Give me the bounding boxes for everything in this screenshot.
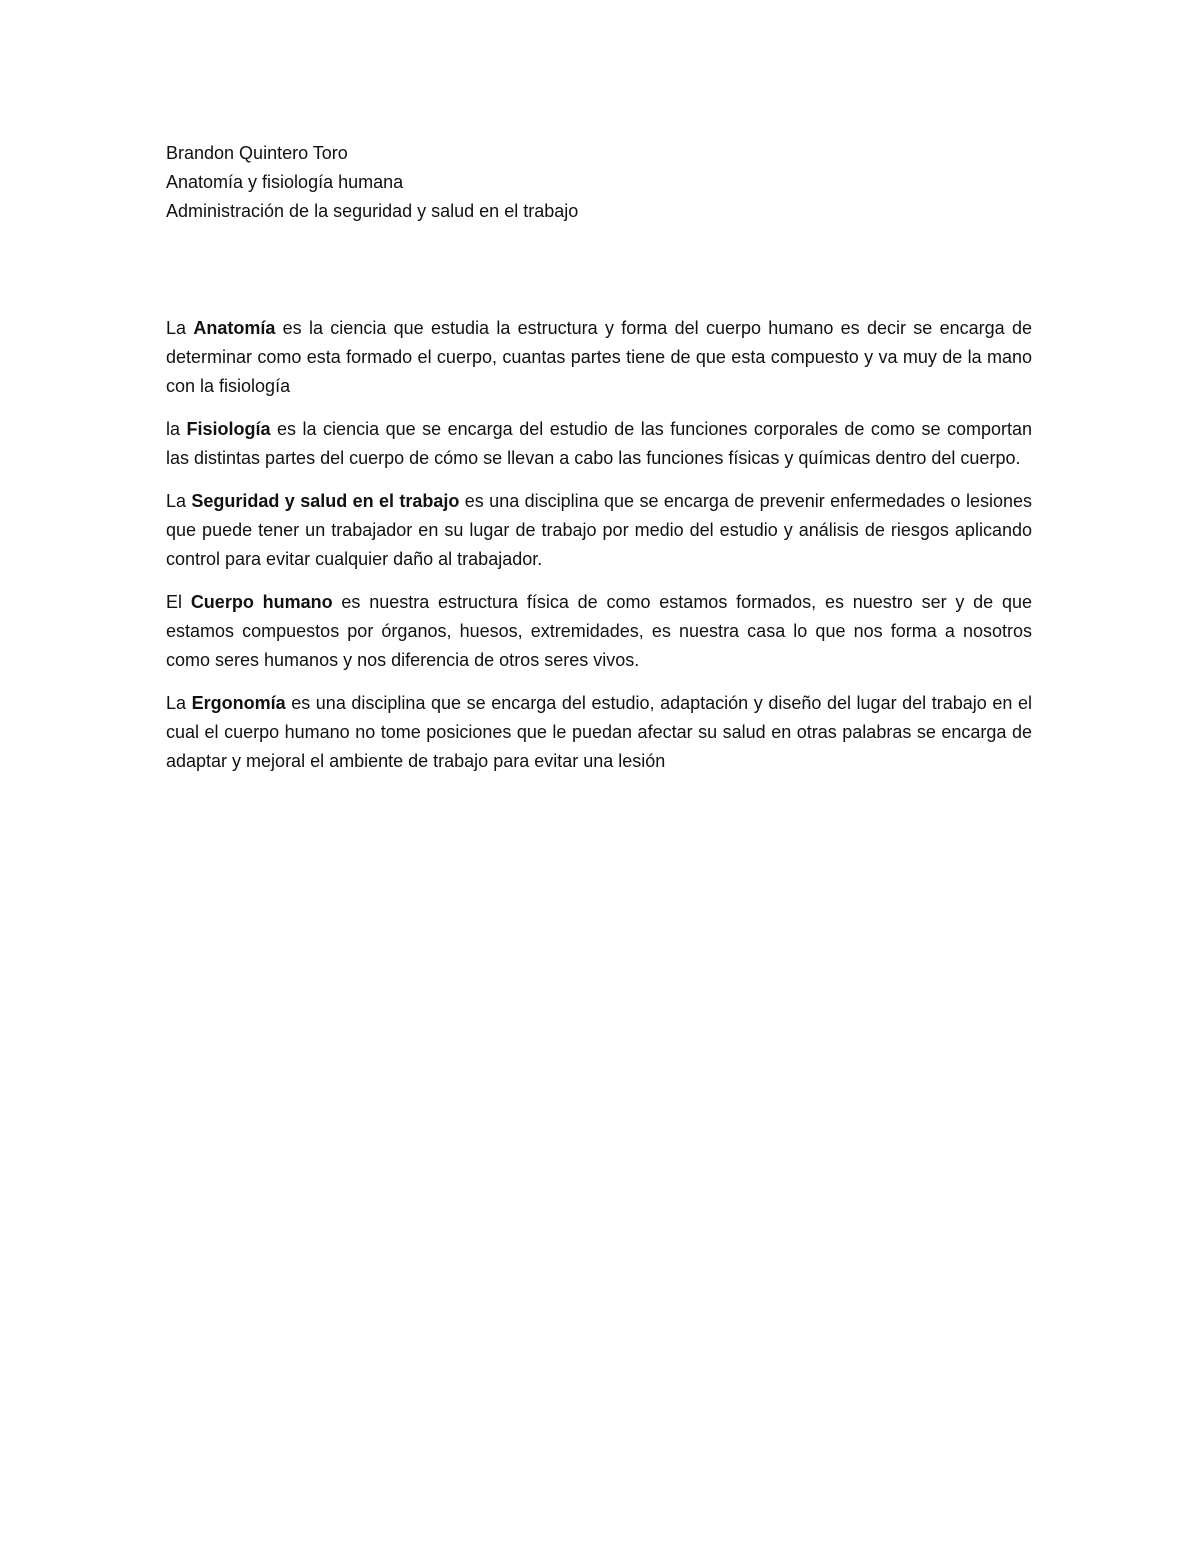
paragraph-lead: La — [166, 491, 192, 511]
document-header — [166, 139, 1032, 226]
paragraph-anatomia — [166, 314, 1032, 401]
paragraph-term: Cuerpo humano — [190, 592, 333, 612]
paragraph-text: es la ciencia que se encarga del estudio de las funciones corporales de como se comportan las distintas partes del cuerpo de cómo se llevan a cabo las funciones físicas y químicas dentro del cuerpo. — [166, 419, 1032, 468]
paragraph-lead: La — [166, 318, 194, 338]
paragraph-cuerpo-humano — [166, 588, 1032, 675]
paragraph-lead: El — [166, 592, 191, 612]
paragraph-term: Ergonomía — [191, 693, 286, 713]
author-name: Brandon Quintero Toro — [166, 143, 348, 163]
paragraph-lead: la — [166, 419, 187, 439]
paragraph-ergonomia — [166, 689, 1032, 776]
paragraph-term: Anatomía — [193, 318, 276, 338]
paragraph-fisiologia — [166, 415, 1032, 473]
paragraph-text: es nuestra estructura física de como estamos formados, es nuestro ser y de que estamos compuestos por órganos, huesos, extremidades, es nuestra casa lo que nos forma a nosotros como seres humanos y nos diferencia de otros seres vivos. — [166, 592, 1033, 670]
paragraph-text: es la ciencia que estudia la estructura y forma del cuerpo humano es decir se encarga de determinar como esta formado el cuerpo, cuantas partes tiene de que esta compuesto y va muy de la mano con la fisiología — [166, 318, 1032, 396]
paragraph-lead: La — [166, 693, 192, 713]
paragraph-text: es una disciplina que se encarga de prevenir enfermedades o lesiones que puede tener un trabajador en su lugar de trabajo por medio del estudio y análisis de riesgos aplicando control para evitar cualquier daño al trabajador. — [166, 491, 1032, 569]
paragraph-text: es una disciplina que se encarga del estudio, adaptación y diseño del lugar del trabajo en el cual el cuerpo humano no tome posiciones que le puedan afectar su salud en otras palabras se encarga de adaptar y mejoral el ambiente de trabajo para evitar una lesión — [166, 693, 1032, 771]
paragraph-seguridad — [166, 487, 1032, 574]
paragraph-term: Fisiología — [186, 419, 271, 439]
course-name: Anatomía y fisiología humana — [166, 172, 404, 192]
document-body — [166, 139, 1032, 790]
program-name: Administración de la seguridad y salud en el trabajo — [166, 201, 579, 221]
paragraph-term: Seguridad y salud en el trabajo — [191, 491, 460, 511]
